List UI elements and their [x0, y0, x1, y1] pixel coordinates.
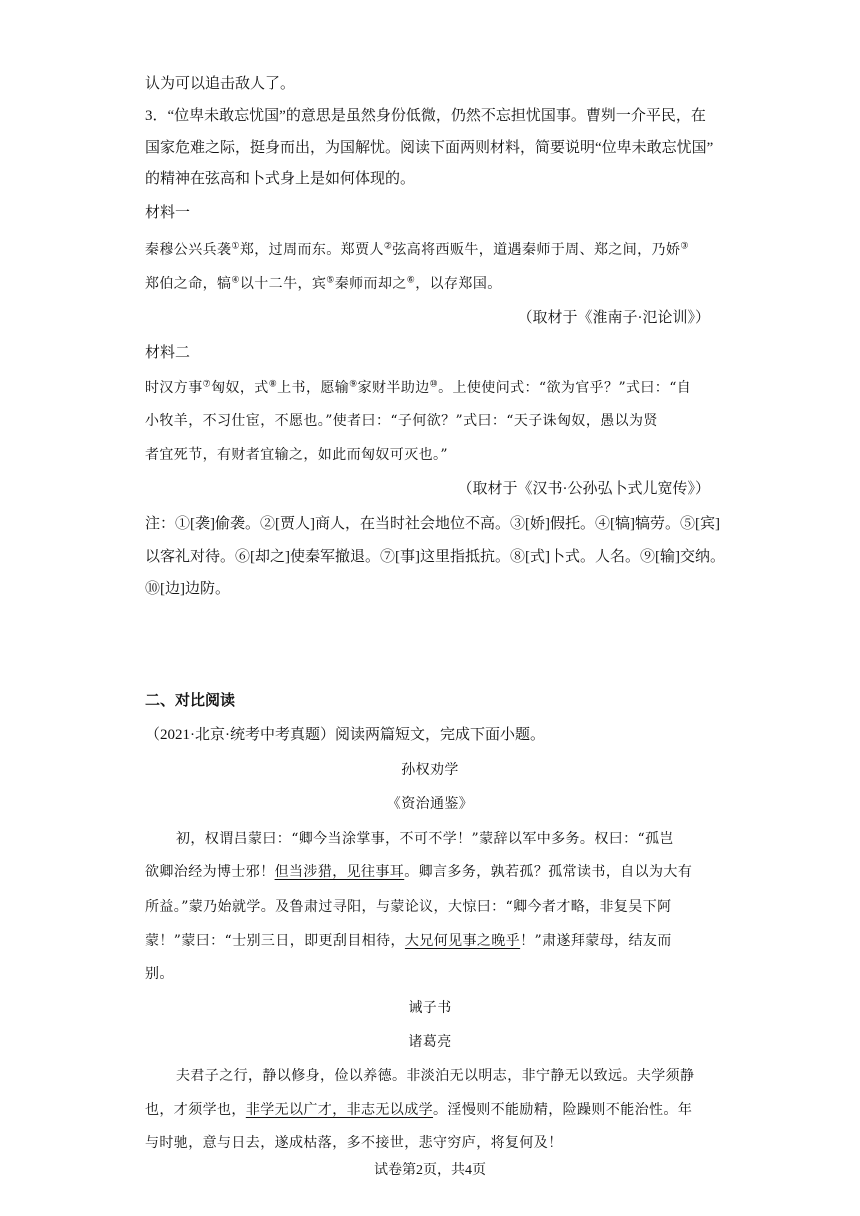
q2-ending-line: 认为可以追击敌人了。 [145, 76, 296, 92]
notes-line-2: 以客礼对待。⑥[却之]使秦军撤退。⑦[事]这里指抵抗。⑧[式]卜式。人名。⑨[输]交纳。 [145, 549, 725, 565]
question-3-line-1: 3．“位卑未敢忘忧国”的意思是虽然身份低微，仍然不忘担忧国事。曹刿一介平民，在 [145, 108, 706, 124]
page-footer: 试卷第2页，共4页 [374, 1163, 486, 1178]
passage-2-line-2: 也，才须学也，非学无以广才，非志无以成学。淫慢则不能励精，险躁则不能治性。年 [145, 1102, 693, 1118]
underlined-sentence-1: 但当涉猎，见往事耳 [274, 864, 405, 880]
passage-2-author: 诸葛亮 [408, 1034, 452, 1050]
question-3-line-2: 国家危难之际，挺身而出，为国解忧。阅读下面两则材料，简要说明“位卑未敢忘忧国” [145, 140, 714, 156]
underlined-sentence-2: 大兄何见事之晚乎 [404, 933, 521, 949]
question-3-line-3: 的精神在弦高和卜式身上是如何体现的。 [145, 171, 416, 187]
material-2-source: （取材于《汉书·公孙弘卜式儿宽传》） [457, 481, 710, 497]
passage-1-line-5: 别。 [145, 966, 174, 982]
passage-2-line-1: 夫君子之行，静以修身，俭以养德。非淡泊无以明志，非宁静无以致远。夫学须静 [176, 1068, 695, 1084]
passage-1-line-4: 蒙！”蒙曰：“士别三日，即更刮目相待，大兄何见事之晚乎！”肃遂拜蒙母，结友而 [145, 933, 672, 949]
section-2-heading: 二、对比阅读 [145, 692, 236, 709]
material-2-line-2: 小牧羊，不习仕宦，不愿也。”使者曰：“子何欲？”式曰：“天子诛匈奴，愚以为贤 [145, 413, 658, 429]
passage-1-line-3: 所益。”蒙乃始就学。及鲁肃过寻阳，与蒙论议，大惊曰：“卿今者才略，非复吴下阿 [145, 899, 672, 915]
material-1-line-2: 郑伯之命，犒④以十二牛，宾⑤秦师而却之⑥，以存郑国。 [145, 275, 502, 292]
material-2-line-1: 时汉方事⑦匈奴，式⑧上书，愿输⑨家财半助边⑩。上使使问式：“欲为官乎？”式曰：“自 [145, 379, 692, 396]
material-2-heading: 材料二 [145, 345, 191, 361]
notes-line-1: 注：①[袭]偷袭。②[贾人]商人，在当时社会地位不高。③[娇]假托。④[犒]犒劳。⑤[宾] [145, 516, 720, 532]
material-1-line-1: 秦穆公兴兵袭①郑，过周而东。郑贾人②弦高将西贩牛，道遇秦师于周、郑之间，乃娇③ [145, 241, 689, 258]
passage-1-line-1: 初，权谓吕蒙曰：“卿今当涂掌事，不可不学！”蒙辞以军中多务。权曰：“孤岂 [176, 831, 674, 847]
passage-2-line-3: 与时驰，意与日去，遂成枯落，多不接世，悲守穷庐，将复何及！ [145, 1135, 563, 1151]
passage-1-author: 《资治通鉴》 [386, 796, 474, 812]
passage-1-title: 孙权劝学 [401, 762, 459, 778]
underlined-sentence-3: 非学无以广才，非志无以成学 [245, 1102, 434, 1118]
section-2-intro: （2021·北京·统考中考真题）阅读两篇短文，完成下面小题。 [145, 727, 545, 743]
passage-2-title: 诫子书 [408, 1000, 452, 1016]
notes-line-3: ⑩[边]边防。 [145, 581, 230, 597]
material-1-source: （取材于《淮南子·氾论训》） [517, 310, 710, 326]
passage-1-line-2: 欲卿治经为博士邪！但当涉猎，见往事耳。卿言多务，孰若孤？孤常读书，自以为大有 [145, 864, 693, 880]
material-1-heading: 材料一 [145, 205, 191, 221]
material-2-line-3: 者宜死节，有财者宜输之，如此而匈奴可灭也。” [145, 447, 448, 463]
